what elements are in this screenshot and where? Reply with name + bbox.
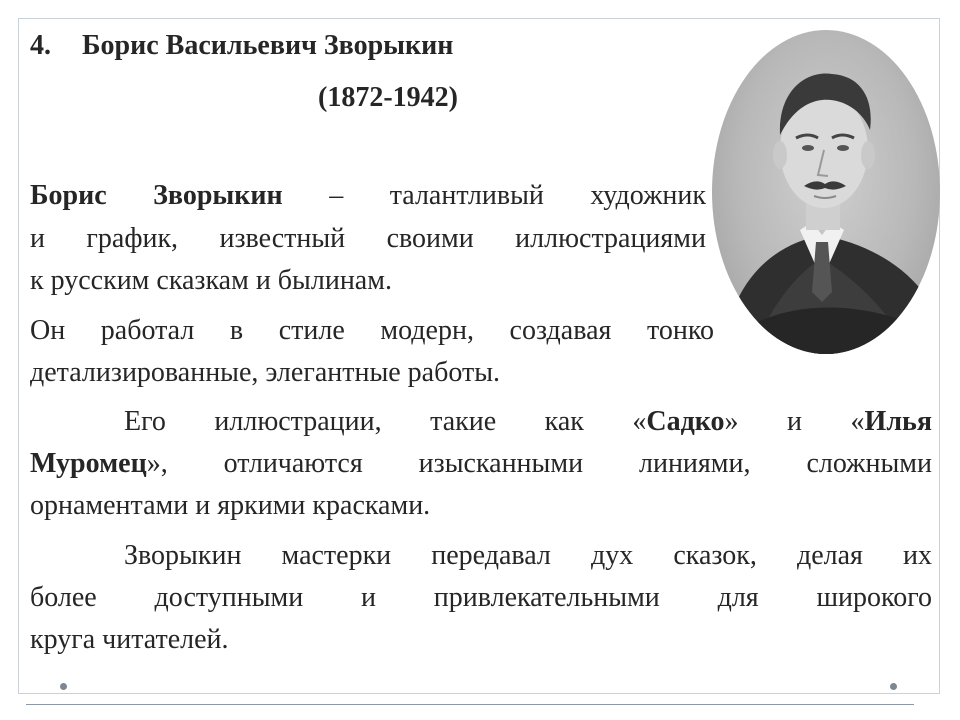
paragraph-3-line-1: [124, 406, 932, 438]
bottom-right-dot: [890, 683, 897, 690]
p3-mid: » и «: [724, 406, 865, 437]
paragraph-3-line-2: [30, 448, 932, 480]
paragraph-2-line-2: детализированные, элегантные работы.: [30, 357, 501, 388]
paragraph-4-line-1: Зворыкин мастерки передавал дух сказок, делая их: [124, 540, 932, 571]
bold-sadko: Садко: [646, 406, 725, 437]
bold-name: Борис Зворыкин: [30, 180, 283, 211]
title-name: Борис Васильевич Зворыкин: [82, 30, 454, 61]
slide-title: [30, 30, 453, 62]
bold-ilya: Илья: [864, 406, 932, 437]
portrait-illustration: [712, 30, 940, 354]
p1-line1-rest: – талантливый художник: [282, 180, 707, 211]
bottom-divider: [26, 704, 914, 705]
paragraph-4-line-2: более доступными и привлекательными для широкого: [30, 582, 932, 613]
p3-line2-rest: », отличаются изысканными линиями, сложными: [146, 448, 932, 479]
paragraph-1-line-1: [30, 180, 706, 212]
title-number: 4.: [30, 30, 51, 61]
paragraph-1-line-3: к русским сказкам и былинам.: [30, 265, 392, 296]
life-dates: (1872-1942): [318, 82, 458, 113]
bottom-left-dot: [60, 683, 67, 690]
p3-pre: Его иллюстрации, такие как «: [124, 406, 647, 437]
paragraph-4-line-3: круга читателей.: [30, 624, 229, 655]
paragraph-2-line-1: Он работал в стиле модерн, создавая тонко: [30, 315, 714, 346]
portrait-photo: [712, 30, 940, 354]
bold-muromets: Муромец: [30, 448, 147, 479]
paragraph-3-line-3: орнаментами и яркими красками.: [30, 490, 431, 521]
paragraph-1-line-2: и график, известный своими иллюстрациями: [30, 223, 706, 254]
